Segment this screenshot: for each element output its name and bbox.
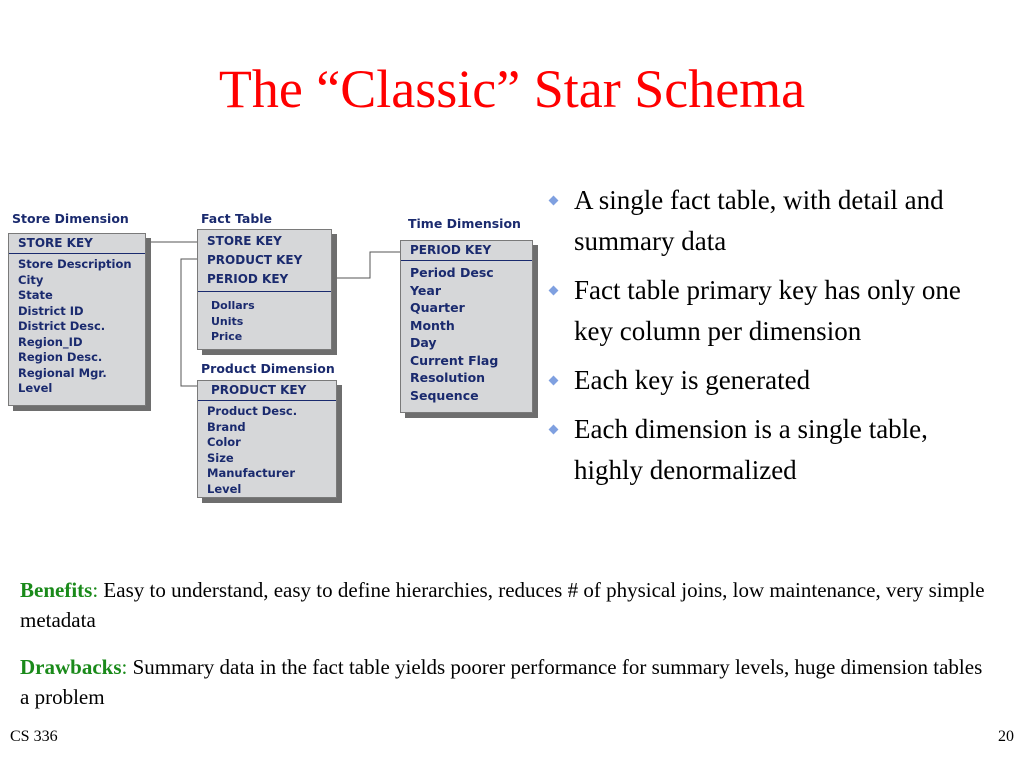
benefits-label: Benefits (20, 578, 93, 602)
time-attribute: Sequence (410, 387, 479, 403)
product-attribute: Color (207, 435, 241, 449)
store-attribute: State (18, 288, 53, 302)
store-attribute: Regional Mgr. (18, 365, 107, 380)
store-dimension-label: Store Dimension (12, 211, 129, 226)
diamond-bullet-icon (549, 376, 559, 386)
fact-measure: Units (211, 314, 244, 328)
page-number: 20 (998, 728, 1014, 745)
product-attribute: Size (207, 450, 234, 465)
product-dimension-table (197, 380, 337, 498)
product-attribute: Level (207, 481, 242, 496)
benefits-text: Easy to understand, easy to define hierarchies, reduces # of physical joins, low maintenance, very simple metadata (20, 578, 985, 632)
diamond-bullet-icon (549, 286, 559, 296)
store-key: STORE KEY (9, 234, 145, 254)
store-attribute: District Desc. (18, 319, 106, 333)
drawbacks-label: Drawbacks (20, 655, 122, 679)
store-attributes (9, 254, 145, 397)
fact-measure: Price (211, 330, 243, 343)
store-attribute: District ID (18, 303, 84, 318)
time-attribute: Period Desc (410, 265, 494, 280)
time-attributes (401, 261, 532, 404)
store-dimension-table (8, 233, 146, 406)
fact-table (197, 229, 332, 350)
product-attribute: Manufacturer (207, 466, 295, 480)
footer-course: CS 336 (10, 728, 58, 745)
drawbacks-separator: : (121, 655, 128, 679)
time-dimension-table (400, 240, 533, 413)
benefits-note (20, 575, 990, 635)
bullet-item (548, 360, 968, 401)
store-attribute: Store Description (18, 257, 132, 271)
store-attribute: City (18, 272, 44, 287)
drawbacks-text: Summary data in the fact table yields poorer performance for summary levels, huge dimension tables a problem (20, 655, 983, 709)
fact-measures (198, 292, 331, 345)
diamond-bullet-icon (549, 196, 559, 206)
slide-title: The “Classic” Star Schema (218, 59, 806, 119)
store-attribute: Region Desc. (18, 350, 103, 364)
bullet-text: A single fact table, with detail and summary data (574, 185, 944, 256)
bullet-item (548, 180, 968, 262)
time-attribute: Day (410, 335, 437, 350)
product-attribute: Product Desc. (207, 404, 298, 418)
fact-key: PERIOD KEY (207, 272, 289, 286)
bullet-text: Fact table primary key has only one key column per dimension (574, 275, 961, 346)
benefits-separator: : (92, 578, 99, 602)
bullet-text: Each dimension is a single table, highly denormalized (574, 414, 928, 485)
time-attribute: Resolution (410, 370, 486, 385)
diamond-bullet-icon (549, 425, 559, 435)
fact-key: STORE KEY (207, 234, 282, 248)
drawbacks-note (20, 652, 990, 712)
bullet-item (548, 270, 968, 352)
time-attribute: Quarter (410, 300, 465, 315)
time-attribute: Year (410, 282, 441, 298)
product-dimension-label: Product Dimension (201, 361, 335, 376)
fact-measure: Dollars (211, 299, 255, 312)
fact-table-label: Fact Table (201, 211, 273, 226)
time-dimension-label: Time Dimension (408, 216, 521, 231)
store-attribute: Region_ID (18, 334, 83, 349)
time-fact-link (332, 252, 400, 278)
store-attribute: Level (18, 381, 53, 395)
product-attributes (198, 401, 336, 497)
time-attribute: Current Flag (410, 352, 499, 368)
time-attribute: Month (410, 317, 455, 333)
product-key: PRODUCT KEY (198, 381, 336, 401)
bullet-item (548, 409, 968, 491)
bullet-list (548, 180, 968, 499)
fact-keys (198, 230, 331, 292)
product-attribute: Brand (207, 419, 246, 434)
period-key: PERIOD KEY (401, 241, 532, 261)
product-fact-link (181, 259, 197, 386)
bullet-text: Each key is generated (574, 365, 811, 395)
fact-key: PRODUCT KEY (207, 253, 303, 267)
